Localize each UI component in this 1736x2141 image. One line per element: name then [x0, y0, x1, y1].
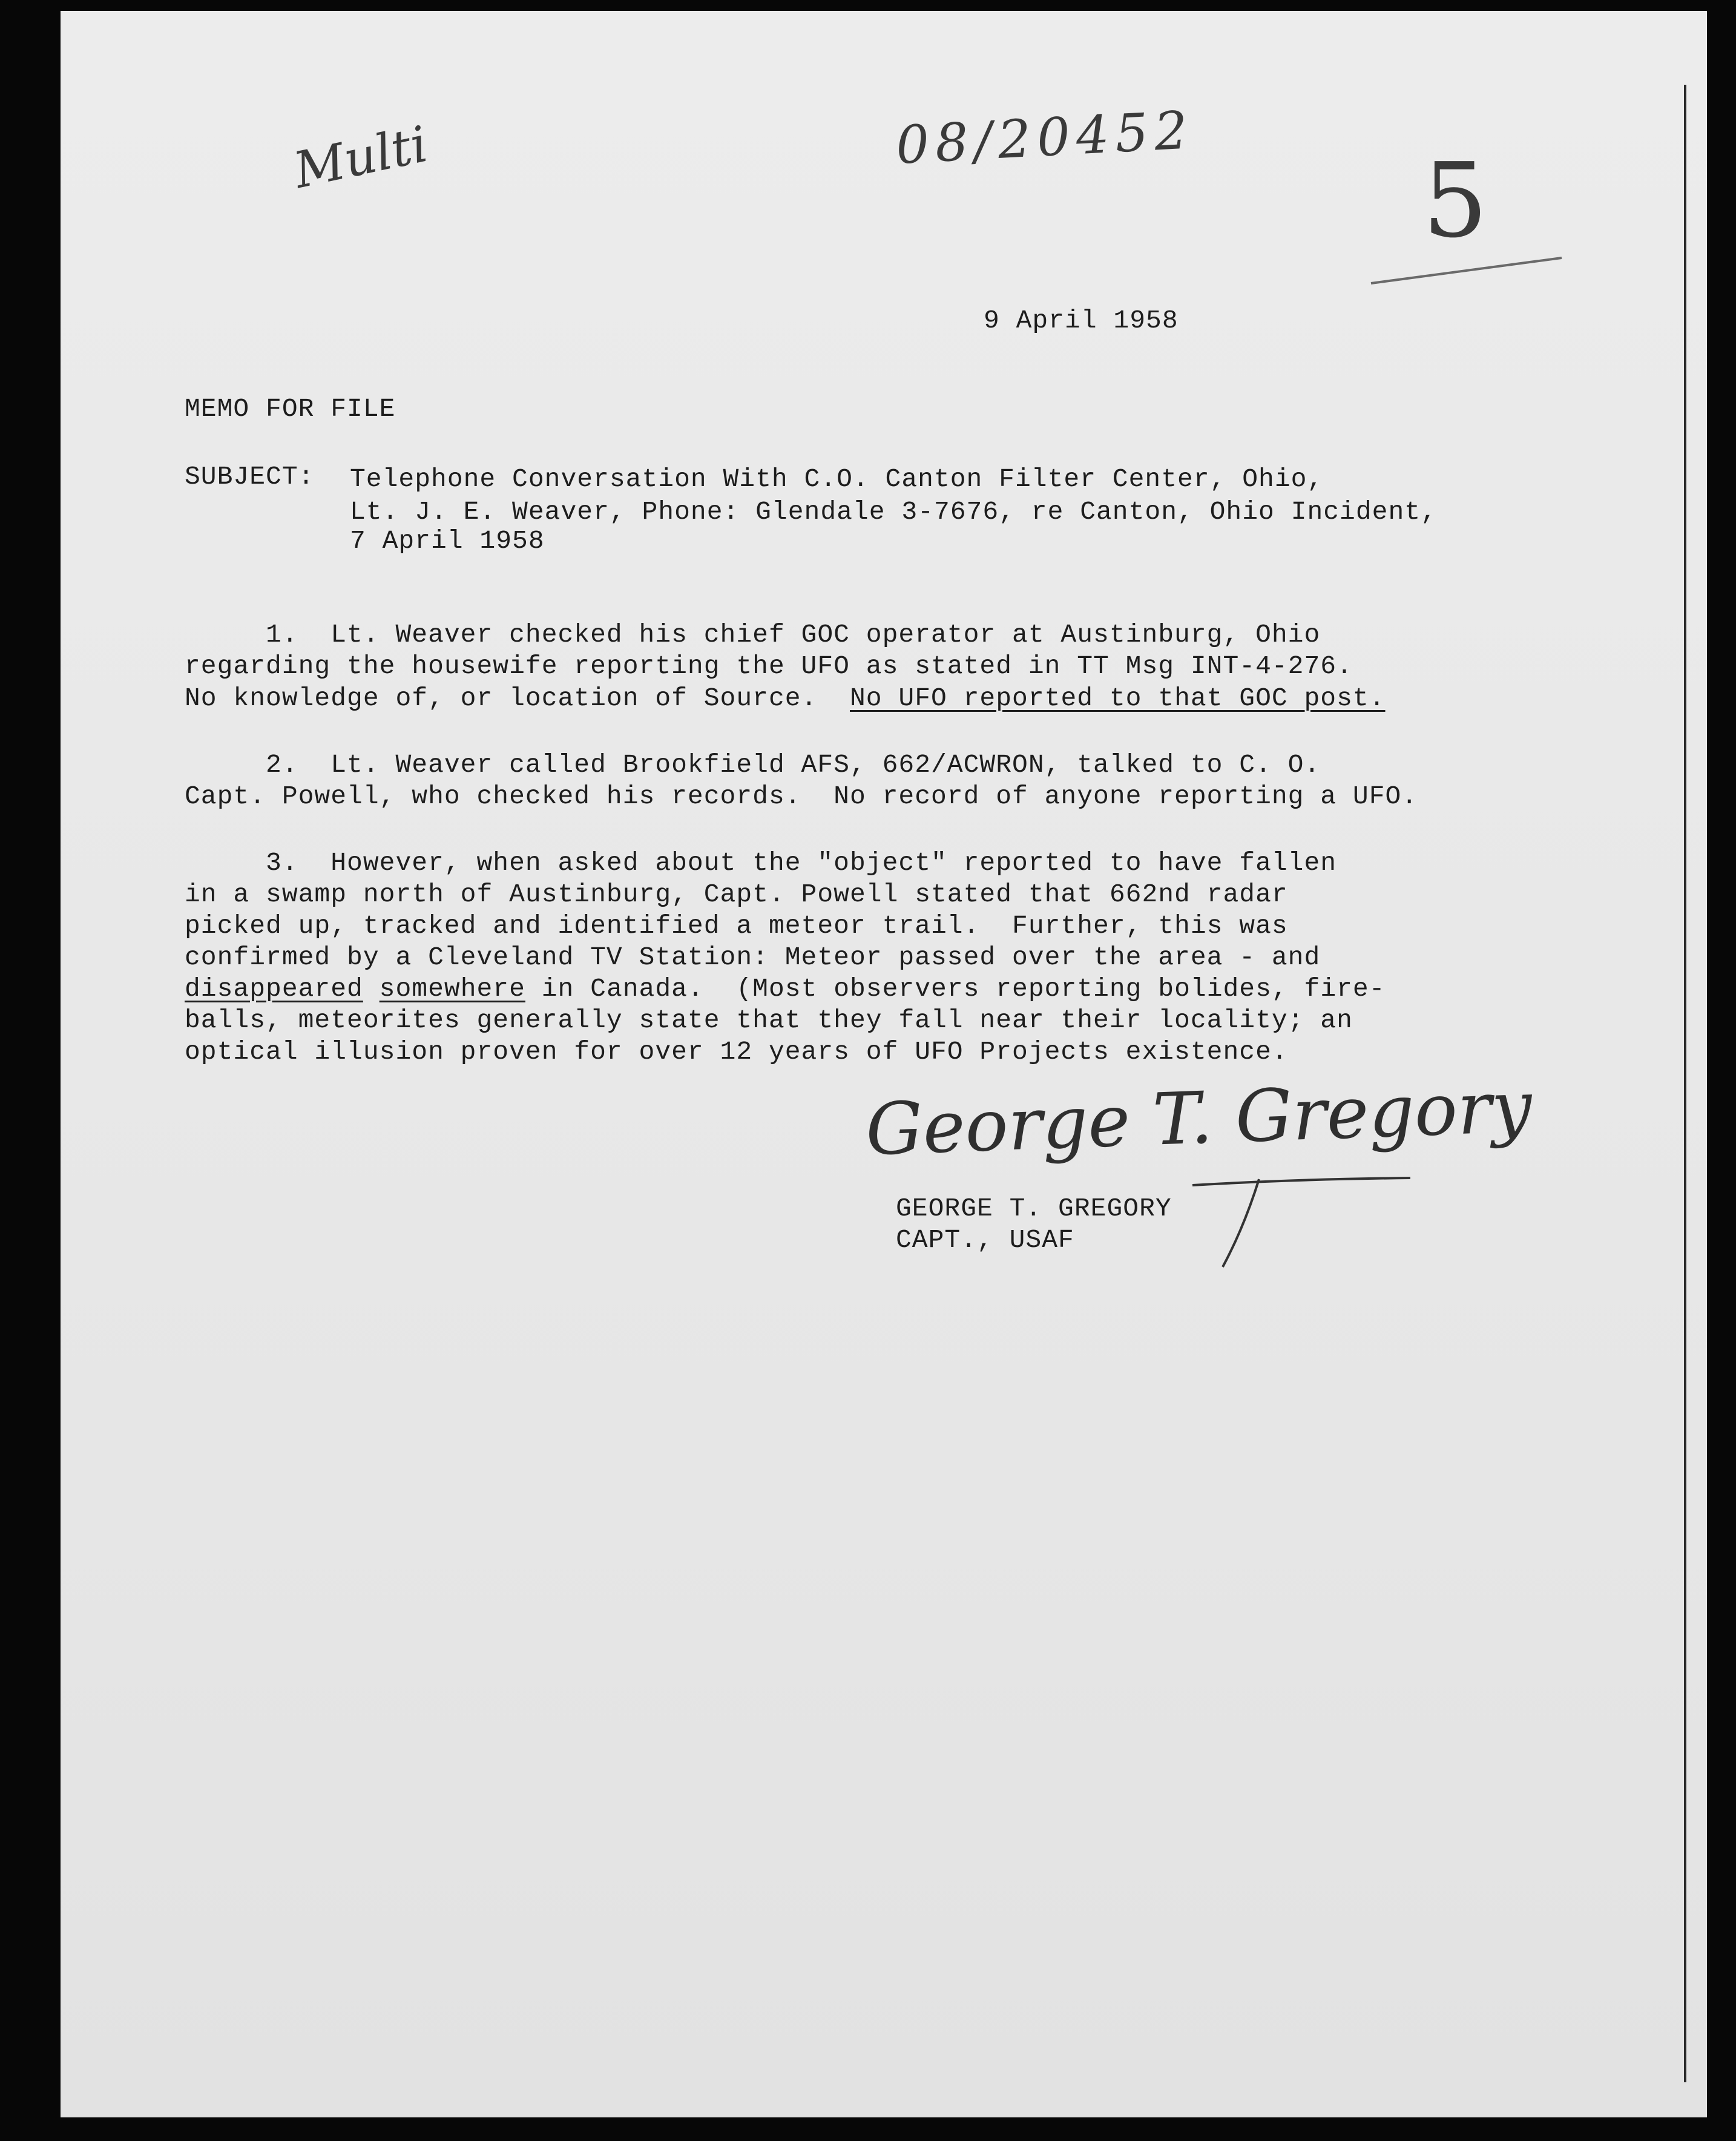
page-number-stroke [1368, 253, 1568, 289]
subject-label: SUBJECT: [185, 462, 315, 492]
para3-underlined-2: somewhere [379, 974, 525, 1004]
page-number: 5 [1422, 141, 1488, 261]
para3-line6: balls, meteorites generally state that they fall near their locality; an [185, 1005, 1353, 1035]
signature-flourish [1186, 1161, 1416, 1270]
memo-page [61, 11, 1707, 2117]
para1-line2: regarding the housewife reporting the UFO as stated in TT Msg INT-4-276. [185, 651, 1353, 681]
handwritten-signature: George T. Gregory [864, 1064, 1534, 1172]
para3-space [363, 974, 380, 1004]
para2-line1: 2. Lt. Weaver called Brookfield AFS, 662/ACWRON, talked to C. O. [185, 750, 1321, 780]
para3-line2: in a swamp north of Austinburg, Capt. Powell stated that 662nd radar [185, 880, 1288, 909]
file-number: 08/20452 [894, 100, 1195, 176]
subject-line-1: Telephone Conversation With C.O. Canton Filter Center, Ohio, [350, 464, 1324, 494]
subject-line-2: Lt. J. E. Weaver, Phone: Glendale 3-7676, re Canton, Ohio Incident, [350, 497, 1437, 527]
para3-line4: confirmed by a Cleveland TV Station: Meteor passed over the area - and [185, 942, 1321, 972]
para2-line2: Capt. Powell, who checked his records. No record of anyone reporting a UFO. [185, 781, 1418, 811]
para1-line3-text: No knowledge of, or location of Source. [185, 683, 850, 713]
para1-line3 [185, 683, 1386, 714]
signature-name: GEORGE T. GREGORY [896, 1194, 1172, 1223]
para3-underlined-1: disappeared [185, 974, 363, 1004]
para3-line5 [185, 973, 1386, 1005]
para3-line1: 3. However, when asked about the "object" reported to have fallen [185, 848, 1337, 878]
para1-line1: 1. Lt. Weaver checked his chief GOC operator at Austinburg, Ohio [185, 620, 1321, 650]
para3-line5-rest: in Canada. (Most observers reporting bolides, fire- [525, 974, 1386, 1004]
subject-line-3: 7 April 1958 [350, 526, 545, 556]
signature-rank: CAPT., USAF [896, 1225, 1074, 1255]
margin-note-multi: Multi [289, 115, 433, 200]
para3-line7: optical illusion proven for over 12 years of UFO Projects existence. [185, 1037, 1288, 1067]
page-edge-rule [1684, 85, 1686, 2082]
para3-line3: picked up, tracked and identified a meteor trail. Further, this was [185, 911, 1288, 941]
memo-heading: MEMO FOR FILE [185, 394, 396, 424]
memo-date: 9 April 1958 [984, 306, 1179, 335]
para1-underlined-text: No UFO reported to that GOC post. [849, 683, 1386, 713]
